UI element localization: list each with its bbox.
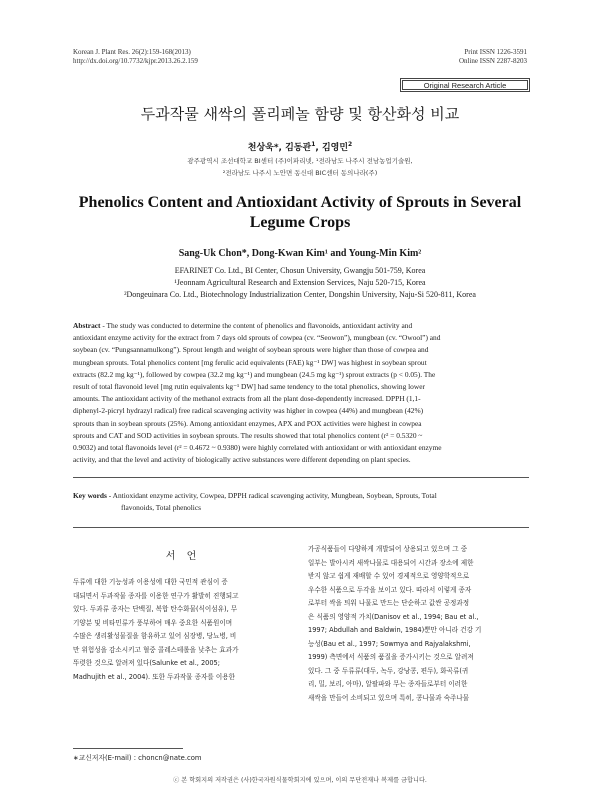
korean-affiliation-1: 광주광역시 조선대학교 BI센터 (주)이파리넷, ¹전라남도 나주시 전남농업기술원, [187, 157, 413, 165]
corresponding-author-footnote: ∗교신저자(E-mail) : choncn@nate.com [73, 754, 202, 762]
intro-text-right: 가공식품들이 다양하게 개발되어 상용되고 있으며 그 중 일부는 발아시켜 새싹나물로 대용되어 시간과 장소에 제한 받지 않고 쉽게 재배할 수 있어 경제적으로 영양학적으로 우수한 식품으로 두각을 보이고 있다. 따라서 이렇게 종자 로부터 싹을 틔워 나물로 만드는 단순하고 값싼 공정과정 은 식품의 영양적 가치(Danisov et al., 1994; Bau et al., 1997; Abdullah and Baldwin, 1984)뿐만 아니라 건강 기 능성(Bau et al., 1997; Sowmya and Rajyalakshmi, 1999) 측면에서 식품의 품질을 증가시키는 것으로 알려져 있다. 그 중 두류류(대두, 녹두, 강낭콩, 편두), 화곡류(귀 리, 밀, 보리, 아마), 알팔파와 무는 종자들로부터 이러한 새싹을 만들어 소비되고 있으며 특히, 콩나물과 숙주나물 [308, 545, 482, 702]
article-type-badge [400, 78, 530, 92]
korean-authors: 천상욱*, 김동관$^1$, 김영민$^2$ [247, 141, 353, 153]
journal-line: Korean J. Plant Res. 26(2):159-168(2013) [73, 48, 191, 56]
korean-title: 두과작물 새싹의 폴리페놀 함량 및 항산화성 비교 [140, 105, 460, 123]
english-affiliation-3: ²Dongeuinara Co. Ltd., Biotechnology Industrialization Center, Dongshin University, Naju-Si 520-811, Korea [124, 290, 476, 299]
abstract-label: Abstract [73, 321, 101, 330]
keywords-label: Key words [73, 491, 107, 500]
intro-heading: 서 언 [165, 551, 201, 562]
online-issn: Online ISSN 2287-8203 [458, 57, 527, 65]
copyright-notice: ⓒ 본 학회지의 저작권은 (사)한국자원식물학회지에 있으며, 이의 무단전재나 복제를 금합니다. [173, 777, 427, 784]
doi-link[interactable]: http://dx.doi.org/10.7732/kjpr.2013.26.2.159 [73, 57, 198, 65]
english-affiliation-2: ¹Jeonnam Agricultural Research and Extension Services, Naju 520-715, Korea [174, 278, 426, 287]
english-affiliation-1: EFARINET Co. Ltd., BI Center, Chosun University, Gwangju 501-759, Korea [174, 266, 426, 275]
intro-left-column [73, 547, 293, 684]
print-issn: Print ISSN 1226-3591 [464, 48, 527, 56]
abstract: Abstract - The study was conducted to determine the content of phenolics and flavonoids, antioxidant activity and antioxidant enzyme activity for the extract from 7 days old sprouts of cowpea (cv. “Seowon”), mungbean (cv. “Owool”) and soybean (cv. “Pungsannamulkong”). Sprout length and weight of soybean sprouts were higher than those of cowpea and mungbean sprouts. Total phenolics content [mg ferulic acid equivalents (FAE) kg⁻¹ DW] was highest in soybean sprout extracts (82.2 mg kg⁻¹), followed by cowpea (32.2 mg kg⁻¹) and mungbean (24.5 mg kg⁻¹) sprout extracts (p < 0.05). The result of total flavonoid level [mg rutin equivalents kg⁻¹ DW] had same tendency to the total phenolics, showing lower amounts. The antioxidant activity of the methanol extracts from all the plant dose-dependently increased. DPPH (1,1- diphenyl-2-picryl hydrazyl radical) free radical scavenging activity was higher in cowpea (44%) and mungbean (42%) sprouts than in soybean sprouts (25%). Among antioxidant enzymes, APX and POX activities were highest in cowpea sprouts and CAT and SOD activities in soybean sprouts. The results showed that total phenolics content (r² = 0.5320 ~ 0.9032) and total flavonoids level (r² = 0.4672 ~ 0.9380) were highly correlated with antioxidant or with antioxidant enzyme activity, and that the level and activity of biologically active substances were different depending on plant species. [73, 321, 442, 465]
journal-citation [73, 48, 198, 66]
intro-text-left: 두류에 대한 기능성과 이용성에 대한 국민적 관심이 증 대되면서 두과작물 종자를 이용한 연구가 활발히 진행되고 있다. 두과류 종자는 단백질, 복합 탄수화물(식이섬유), 무 기양분 및 비타민류가 풍부하여 매우 중요한 식품원이며 수많은 생리활성물질을 함유하고 있어 심장병, 당뇨병, 비 만 위험성을 감소시키고 혈중 콜레스테롤을 낮추는 효과가 뚜렷한 것으로 알려져 있다(Salunke et al., 2005; Madhujith et al., 2004). 또한 두과작물 종자를 이용한 [73, 578, 239, 681]
korean-affiliation-2: ²전라남도 나주시 노안면 동신대 BIC센터 동의나라(주) [222, 169, 378, 177]
keywords: Key words - Antioxidant enzyme activity, Cowpea, DPPH radical scavenging activity, Mungbean, Soybean, Sprouts, Total flavonoids, Total phenolics [73, 491, 437, 512]
footnote-divider [73, 748, 183, 749]
english-authors: Sang-Uk Chon*, Dong-Kwan Kim¹ and Young-Min Kim² [178, 248, 422, 259]
intro-right-column [308, 543, 530, 705]
issn-info [459, 48, 527, 66]
article-type-label: Original Research Article [402, 80, 528, 90]
abstract-divider [73, 477, 529, 478]
keywords-divider [73, 527, 529, 528]
english-title: Phenolics Content and Antioxidant Activity of Sprouts in Several Legume Crops [78, 194, 522, 231]
